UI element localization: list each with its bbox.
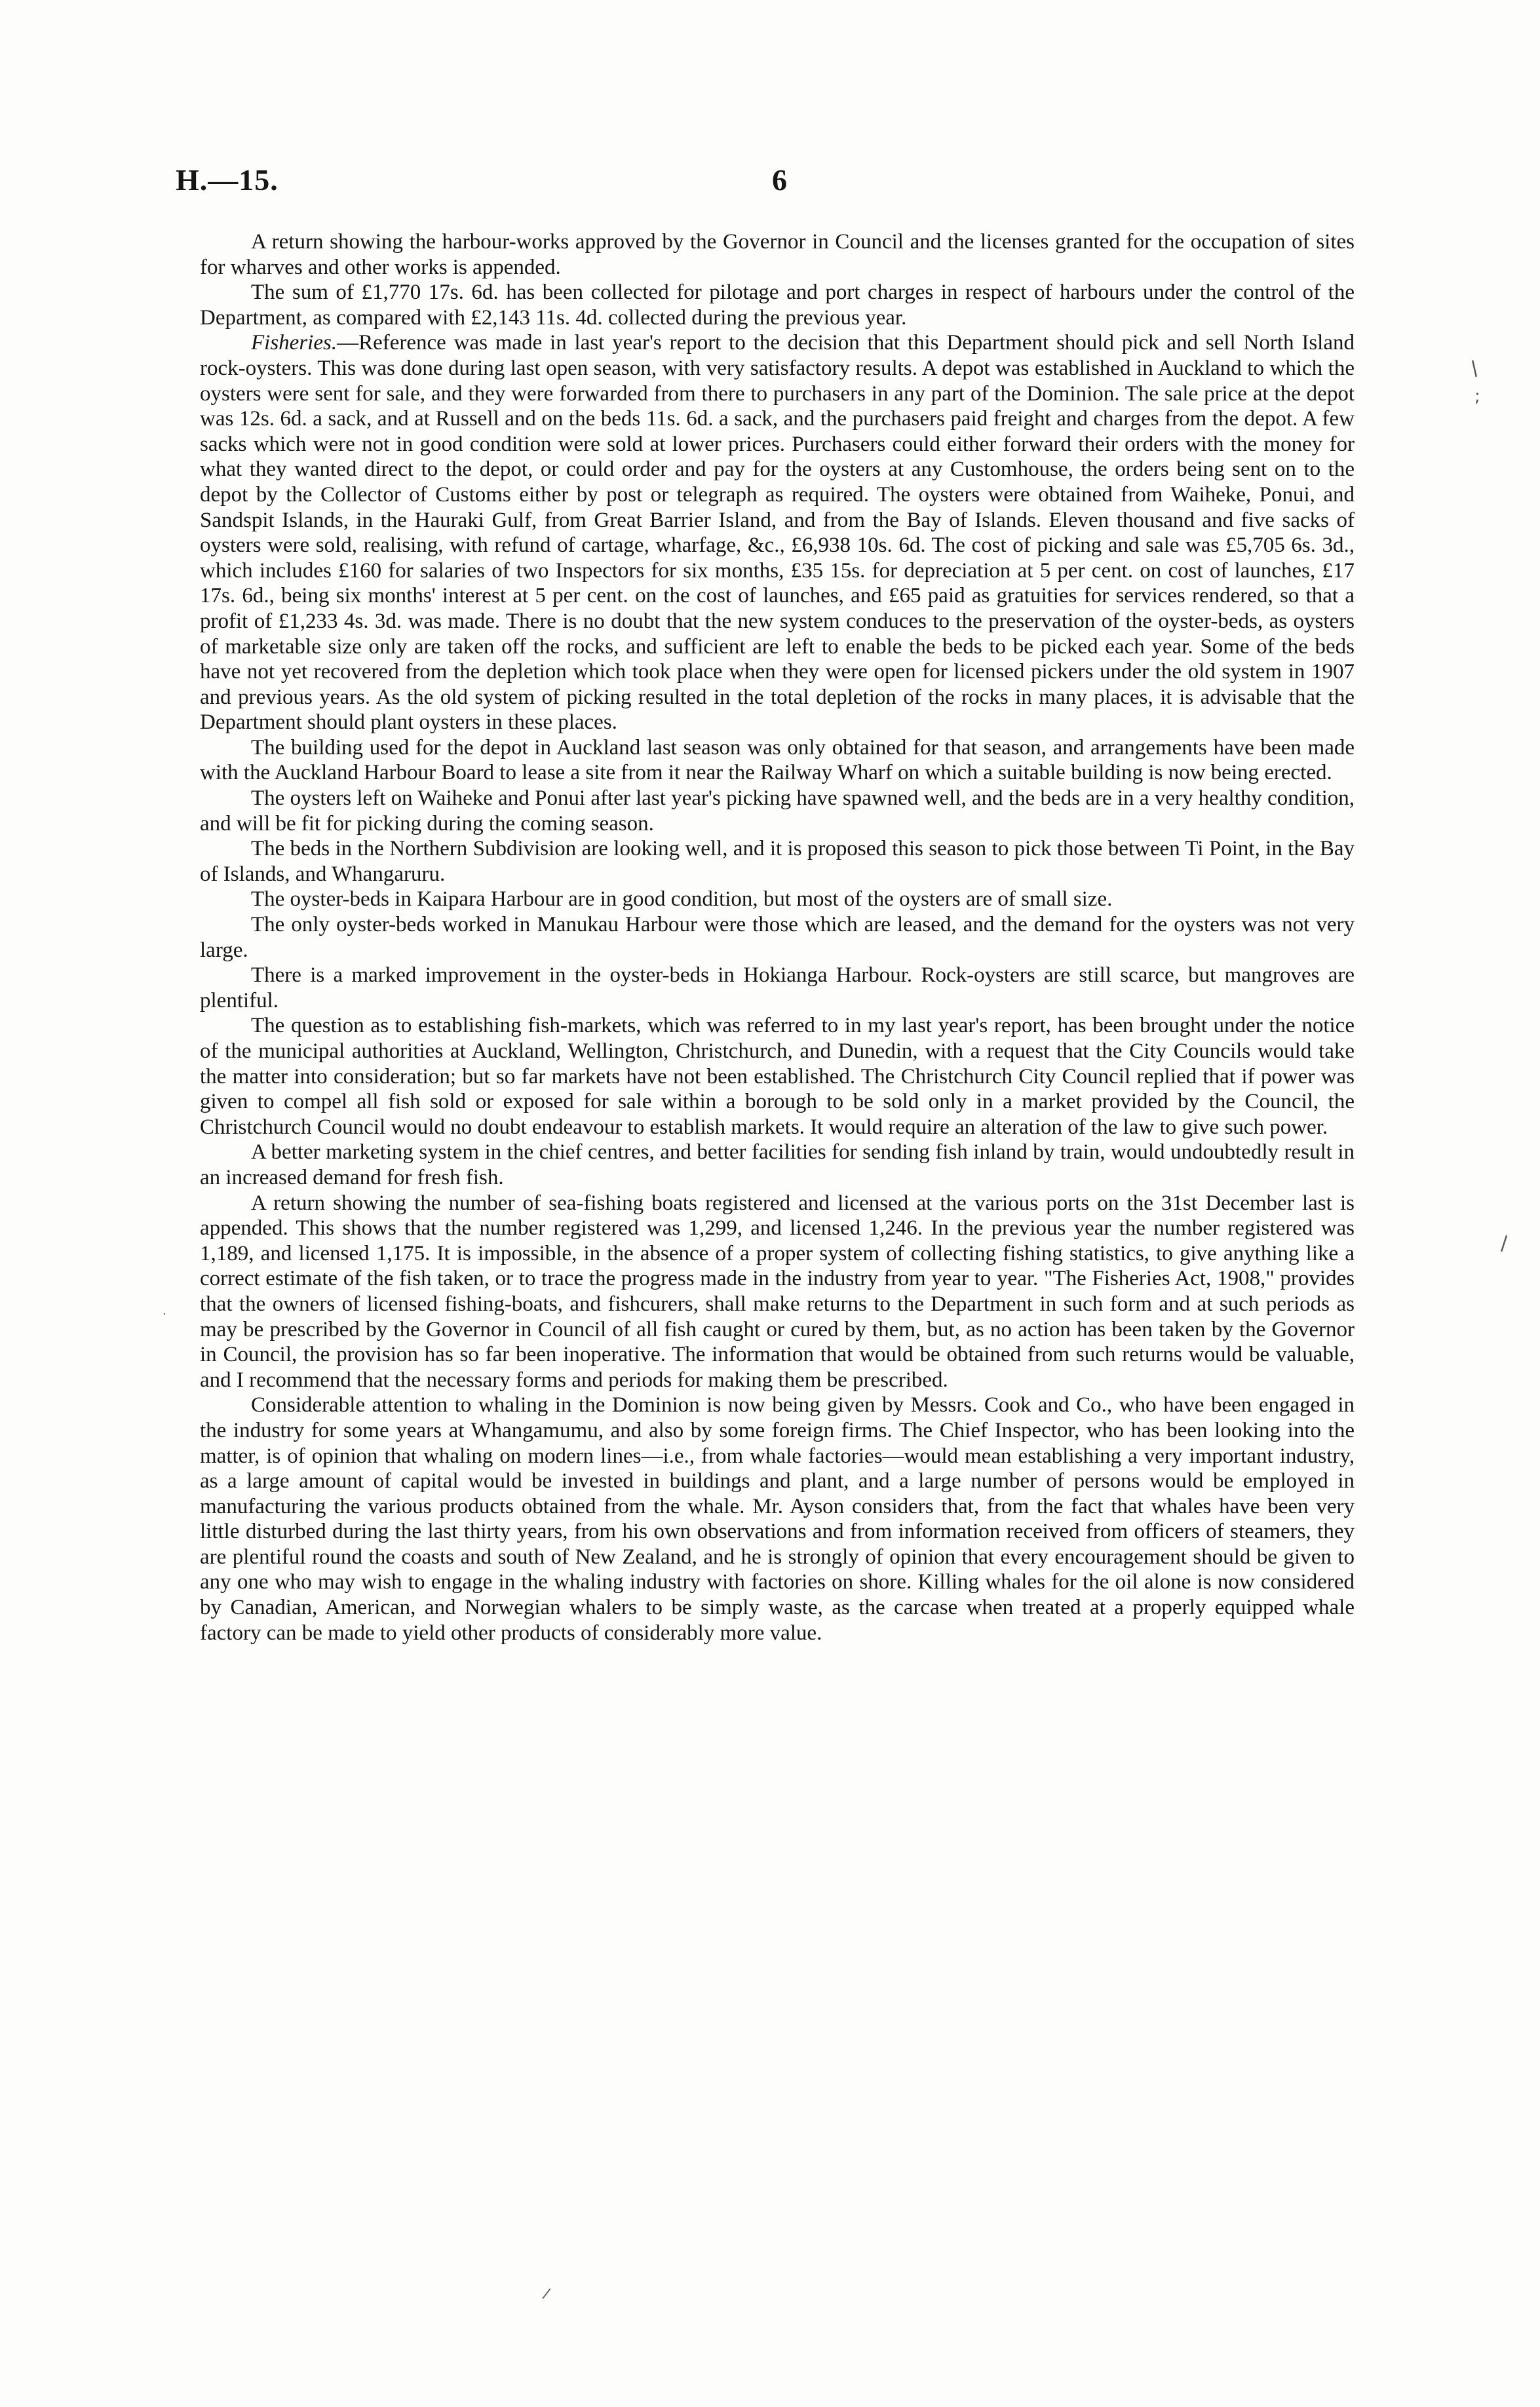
margin-pencil-mark: ; <box>1474 387 1480 406</box>
paragraph-fisheries: Fisheries.—Reference was made in last year's report to the decision that this Department should pick and sell North Island rock-oysters. This was done during last open season, with very satisfactory results. A depot was established in Auckland to which the oysters were sent for sale, and they were forwarded from there to purchasers in any part of the Dominion. The sale price at the depot was 12s. 6d. a sack, and at Russell and on the beds 11s. 6d. a sack, and the purchasers paid freight and charges from the depot. A few sacks which were not in good condition were sold at lower prices. Purchasers could either forward their orders with the money for what they wanted direct to the depot, or could order and pay for the oysters at any Customhouse, the orders being sent on to the depot by the Collector of Customs either by post or telegraph as required. The oysters were obtained from Waiheke, Ponui, and Sandspit Islands, in the Hauraki Gulf, from Great Barrier Island, and from the Bay of Islands. Eleven thousand and five sacks of oysters were sold, realising, with refund of cartage, wharfage, &c., £6,938 10s. 6d. The cost of picking and sale was £5,705 6s. 3d., which includes £160 for salaries of two Inspectors for six months, £35 15s. for depreciation at 5 per cent. on cost of launches, £17 17s. 6d., being six months' interest at 5 per cent. on the cost of launches, and £65 paid as gratuities for services rendered, so that a profit of £1,233 4s. 3d. was made. There is no doubt that the new system conduces to the preservation of the oyster-beds, as oysters of marketable size only are taken off the rocks, and sufficient are left to enable the beds to be picked each year. Some of the beds have not yet recovered from the depletion which took place when they were open for licensed pickers under the old system in 1907 and previous years. As the old system of picking resulted in the total depletion of the rocks in many places, it is advisable that the Department should plant oysters in these places. <box>200 331 1355 735</box>
paragraph-waiheke-ponui: The oysters left on Waiheke and Ponui after last year's picking have spawned well, and the beds are in a very healthy condition, and will be fit for picking during the coming season. <box>200 786 1355 836</box>
margin-pencil-mark: \ <box>1494 1232 1514 1255</box>
paragraph-pilotage-charges: The sum of £1,770 17s. 6d. has been collected for pilotage and port charges in respect of harbours under the control of the Department, as compared with £2,143 11s. 4d. collected during the previous year. <box>200 280 1355 330</box>
paragraph-harbour-works-return: A return showing the harbour-works approved by the Governor in Council and the licenses granted for the occupation of sites for wharves and other works is appended. <box>200 230 1355 279</box>
paragraph-marketing-system: A better marketing system in the chief centres, and better facilities for sending fish inland by train, would undoubtedly result in an increased demand for fresh fish. <box>200 1140 1355 1189</box>
paragraph-fish-markets: The question as to establishing fish-markets, which was referred to in my last year's report, has been brought under the notice of the municipal authorities at Auckland, Wellington, Christchurch, and Dunedin, with a request that the City Councils would take the matter into consideration; but so far markets have not been established. The Christchurch City Council replied that if power was given to compel all fish sold or exposed for sale within a borough to be sold only in a market provided by the Council, the Christchurch Council would no doubt endeavour to establish markets. It would require an alteration of the law to give such power. <box>200 1014 1355 1139</box>
paragraph-whaling: Considerable attention to whaling in the Dominion is now being given by Messrs. Cook and Co., who have been engaged in the industry for some years at Whangamumu, and also by some foreign firms. The Chief Inspector, who has been looking into the matter, is of opinion that whaling on modern lines—i.e., from whale factories—would mean establishing a very important industry, as a large amount of capital would be invested in buildings and plant, and a large number of persons would be employed in manufacturing the various products obtained from the whale. Mr. Ayson considers that, from the fact that whales have been very little disturbed during the last thirty years, from his own observations and from information received from officers of steamers, they are plentiful round the coasts and south of New Zealand, and he is strongly of opinion that every encouragement should be given to any one who may wish to engage in the whaling industry with factories on shore. Killing whales for the oil alone is now considered by Canadian, American, and Norwegian whalers to be simply waste, as the carcase when treated at a properly equipped whale factory can be made to yield other products of considerably more value. <box>200 1393 1355 1645</box>
paragraph-manukau: The only oyster-beds worked in Manukau Harbour were those which are leased, and the demand for the oysters was not very large. <box>200 913 1355 962</box>
paragraph-northern-subdivision: The beds in the Northern Subdivision are looking well, and it is proposed this season to pick those between Ti Point, in the Bay of Islands, and Whangaruru. <box>200 837 1355 886</box>
page-header <box>176 163 1362 208</box>
paragraph-kaipara: The oyster-beds in Kaipara Harbour are in good condition, but most of the oysters are of small size. <box>251 887 1113 912</box>
margin-pencil-mark: / <box>1465 356 1484 381</box>
paragraph-auckland-depot: The building used for the depot in Auckland last season was only obtained for that season, and arrangements have been made with the Auckland Harbour Board to lease a site from it near the Railway Wharf on which a suitable building is now being erected. <box>200 735 1355 785</box>
margin-pencil-mark: . <box>163 1304 166 1318</box>
paragraph-fishing-boats-return: A return showing the number of sea-fishing boats registered and licensed at the various ports on the 31st December last is appended. This shows that the number registered was 1,299, and licensed 1,246. In the previous year the number registered was 1,189, and licensed 1,175. It is impossible, in the absence of a proper system of collecting fishing statistics, to give anything like a correct estimate of the fish taken, or to trace the progress made in the industry from year to year. "The Fisheries Act, 1908," provides that the owners of licensed fishing-boats, and fishcurers, shall make returns to the Department in such form and at such periods as may be prescribed by the Governor in Council of all fish caught or cured by them, but, as no action has been taken by the Governor in Council, the provision has so far been inoperative. The information that would be obtained from such returns would be valuable, and I recommend that the necessary forms and periods for making them be prescribed. <box>200 1191 1355 1392</box>
paragraph-hokianga: There is a marked improvement in the oyster-beds in Hokianga Harbour. Rock-oysters are still scarce, but mangroves are plentiful. <box>200 963 1355 1012</box>
section-heading-fisheries: Fisheries. <box>251 331 337 355</box>
body-text <box>200 229 1355 1646</box>
document-reference: H.—15. <box>176 163 279 197</box>
page-number: 6 <box>772 163 787 197</box>
margin-pencil-mark: / <box>541 2285 552 2303</box>
